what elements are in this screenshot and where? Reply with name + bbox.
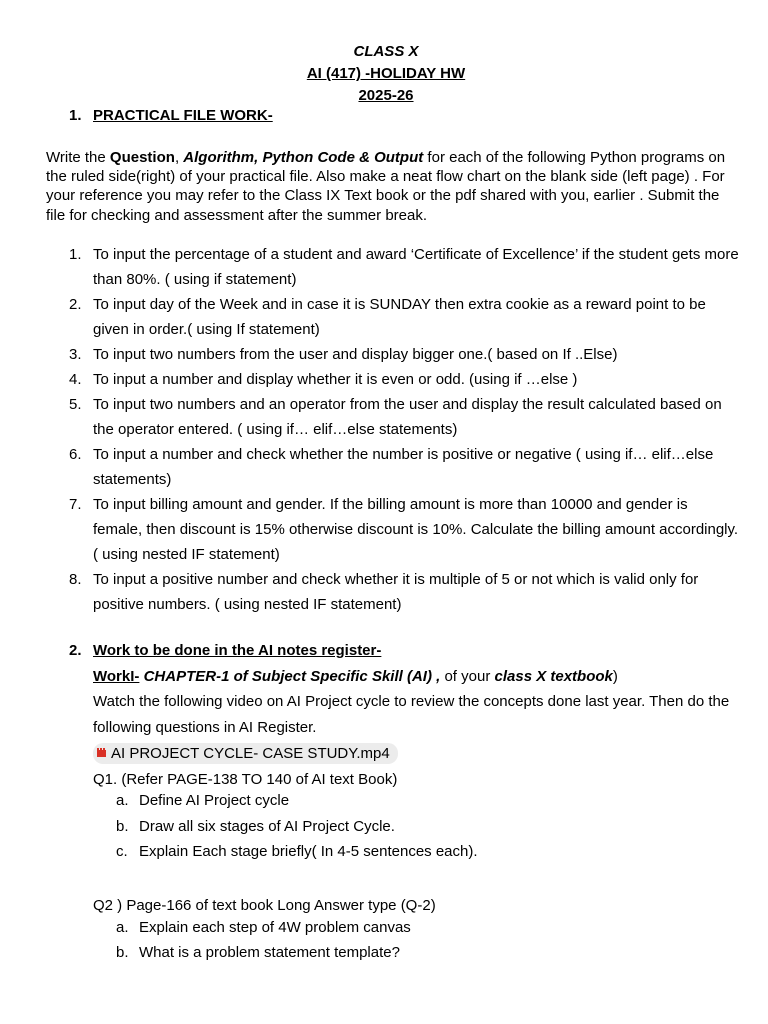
section-1-number: 1. [69,107,82,124]
q2-label: Q2 ) Page-166 of text book Long Answer type (Q-2) [93,897,436,914]
watch-instructions: Watch the following video on AI Project cycle to review the concepts done last year. Then do the following questions in AI Register. [93,693,730,736]
program-number: 6. [69,446,82,463]
program-text: To input the percentage of a student and award ‘Certificate of Excellence’ if the student gets more than 80%. ( using if statement) [93,246,739,288]
program-text: To input day of the Week and in case it is SUNDAY then extra cookie as a reward point to be given in order.( using If statement) [93,296,706,338]
program-item [0,342,740,367]
program-number: 5. [69,396,82,413]
program-text: To input two numbers and an operator from the user and display the result calculated based on the operator entered. ( using if… elif…else statements) [93,396,722,438]
video-attachment-chip[interactable] [93,743,398,764]
program-number: 8. [69,571,82,588]
program-text: To input billing amount and gender. If the billing amount is more than 10000 and gender is female, then discount is 15% otherwise discount is 10%. Calculate the billing amount accordingly. ( using nested IF statement) [93,496,739,563]
program-number: 3. [69,346,82,363]
program-text: To input a number and display whether it is even or odd. (using if …else ) [93,371,578,388]
program-text: To input a number and check whether the number is positive or negative ( using if… elif…else statements) [93,446,714,488]
doc-title-session: 2025-26 [358,87,414,104]
program-number: 2. [69,296,82,313]
program-number: 7. [69,496,82,513]
work-line: WorkI- CHAPTER-1 of Subject Specific Skill (AI) , of your class X textbook) [93,668,618,685]
section-2-number: 2. [69,642,82,659]
doc-title-class: CLASS X [353,43,419,60]
section-2-title: Work to be done in the AI notes register- [93,642,382,659]
program-text: To input a positive number and check whether it is multiple of 5 or not which is valid only for positive numbers. ( using nested IF statement) [93,571,699,613]
section-1-intro: Write the Question, Algorithm, Python Code & Output for each of the following Python programs on the ruled side(right) of your practical file. Also make a neat flow chart on the blank side (left page) . For your reference you may refer to the Class IX Text book or the pdf shared with you, earlier . Submit the file for checking and assessment after the summer break. [46,149,726,224]
program-item [0,392,740,442]
program-item [0,442,740,492]
video-file-name: AI PROJECT CYCLE- CASE STUDY.mp4 [111,745,390,762]
video-file-icon [97,750,106,757]
program-list [0,242,740,617]
program-item [0,567,740,617]
q1-label: Q1. (Refer PAGE-138 TO 140 of AI text Book) [93,771,398,788]
program-text: To input two numbers from the user and display bigger one.( based on If ..Else) [93,346,618,363]
program-number: 4. [69,371,82,388]
doc-title-subject: AI (417) -HOLIDAY HW [306,65,466,82]
program-item [0,292,740,342]
program-item [0,242,740,292]
section-1-title: PRACTICAL FILE WORK- [93,107,273,124]
program-number: 1. [69,246,82,263]
program-item [0,367,740,392]
program-item [0,492,740,567]
